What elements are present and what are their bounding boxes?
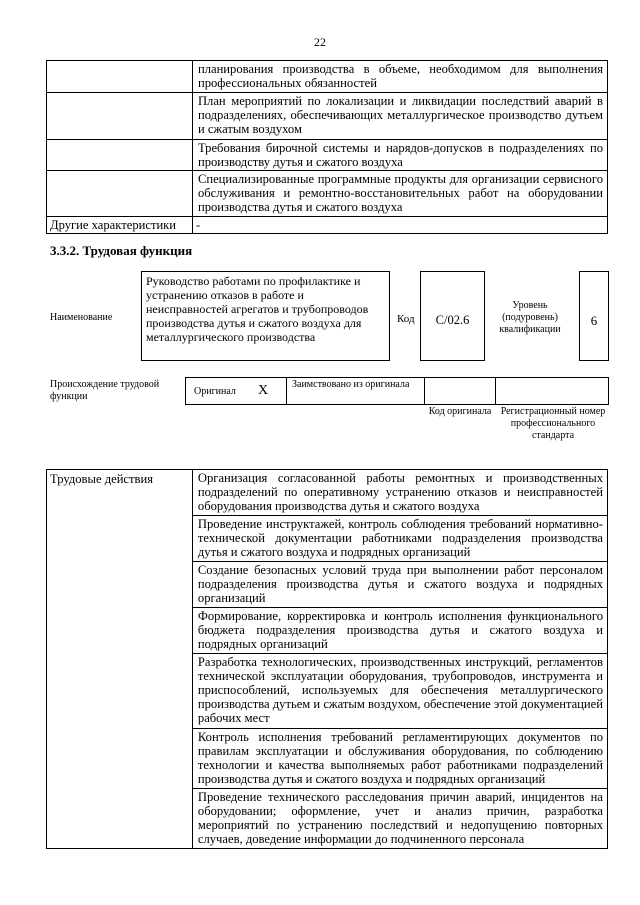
code-label: Код xyxy=(397,313,415,325)
action-item: Создание безопасных условий труда при выполнении работ персоналом подразделения производства дутья и сжатого воздуха и подрядных организаций xyxy=(192,562,607,608)
function-name: Руководство работами по профилактике и устранению отказов в работе и неисправностей агрегатов и трубопроводов производства дутья и сжатого воздуха для металлургического производства xyxy=(141,271,390,361)
level-value: 6 xyxy=(579,271,609,361)
top-row: Требования бирочной системы и нарядов-допусков в подразделениях по производству дутья и сжатого воздуха xyxy=(192,140,607,171)
original-mark: X xyxy=(258,383,269,398)
code-value: C/02.6 xyxy=(420,271,485,361)
top-row: Специализированные программные продукты для организации сервисного обслуживания и ремонтно-восстановительных работ на оборудовании производства дутья и сжатого воздуха xyxy=(192,171,607,217)
action-item: Контроль исполнения требований регламентирующих документов по правилам эксплуатации и обслуживания оборудования, по соблюдению технологии и качества выполняемых работ работниками подразделений производства дутья и сжатого воздуха и подрядных организаций xyxy=(192,729,607,789)
action-item: Проведение технического расследования причин аварий, инцидентов на оборудовании; оформление, учет и анализ причин, разработка мероприятий по устранению последствий и недопущению повторных случаев, доведение информации до подчиненного персонала xyxy=(192,789,607,849)
code-original-caption: Код оригинала xyxy=(428,406,492,417)
action-item: Организация согласованной работы ремонтных и производственных подразделений по оперативному устранению отказов и неисправностей оборудования производства дутья и сжатого воздуха xyxy=(192,470,607,516)
reg-number-caption: Регистрационный номер профессионального стандарта xyxy=(500,406,606,441)
actions-table xyxy=(46,469,608,849)
top-row: План мероприятий по локализации и ликвидации последствий аварий в подразделениях, обеспечивающих металлургическое производство дутьем и сжатым воздухом xyxy=(192,93,607,140)
origin-label: Происхождение трудовой функции xyxy=(50,379,160,402)
original-label: Оригинал xyxy=(194,386,236,397)
section-title: 3.3.2. Трудовая функция xyxy=(50,243,193,258)
top-row: планирования производства в объеме, необходимом для выполнения профессиональных обязанностей xyxy=(192,61,607,93)
level-label: Уровень (подуровень) квалификации xyxy=(499,300,561,335)
other-characteristics-label: Другие характеристики xyxy=(47,217,193,234)
page-number: 22 xyxy=(314,35,326,49)
name-label: Наименование xyxy=(50,312,113,323)
borrowed-label: Заимствовано из оригинала xyxy=(292,379,410,390)
actions-label: Трудовые действия xyxy=(47,470,193,849)
action-item: Разработка технологических, производственных инструкций, регламентов технической эксплуатации оборудования, трубопроводов, инструмента и приспособлений, используемых для обеспечения металлургического производства дутьем и сжатым воздухом, обеспечение этой документацией рабочих мест xyxy=(192,654,607,729)
top-table xyxy=(46,60,608,234)
action-item: Формирование, корректировка и контроль исполнения функционального бюджета подразделения производства дутья и сжатого воздуха и подрядных организаций xyxy=(192,608,607,654)
other-characteristics-value: - xyxy=(192,217,607,234)
action-item: Проведение инструктажей, контроль соблюдения требований нормативно-технической документации работниками подразделения производства дутья и сжатого воздуха и подрядных организаций xyxy=(192,516,607,562)
